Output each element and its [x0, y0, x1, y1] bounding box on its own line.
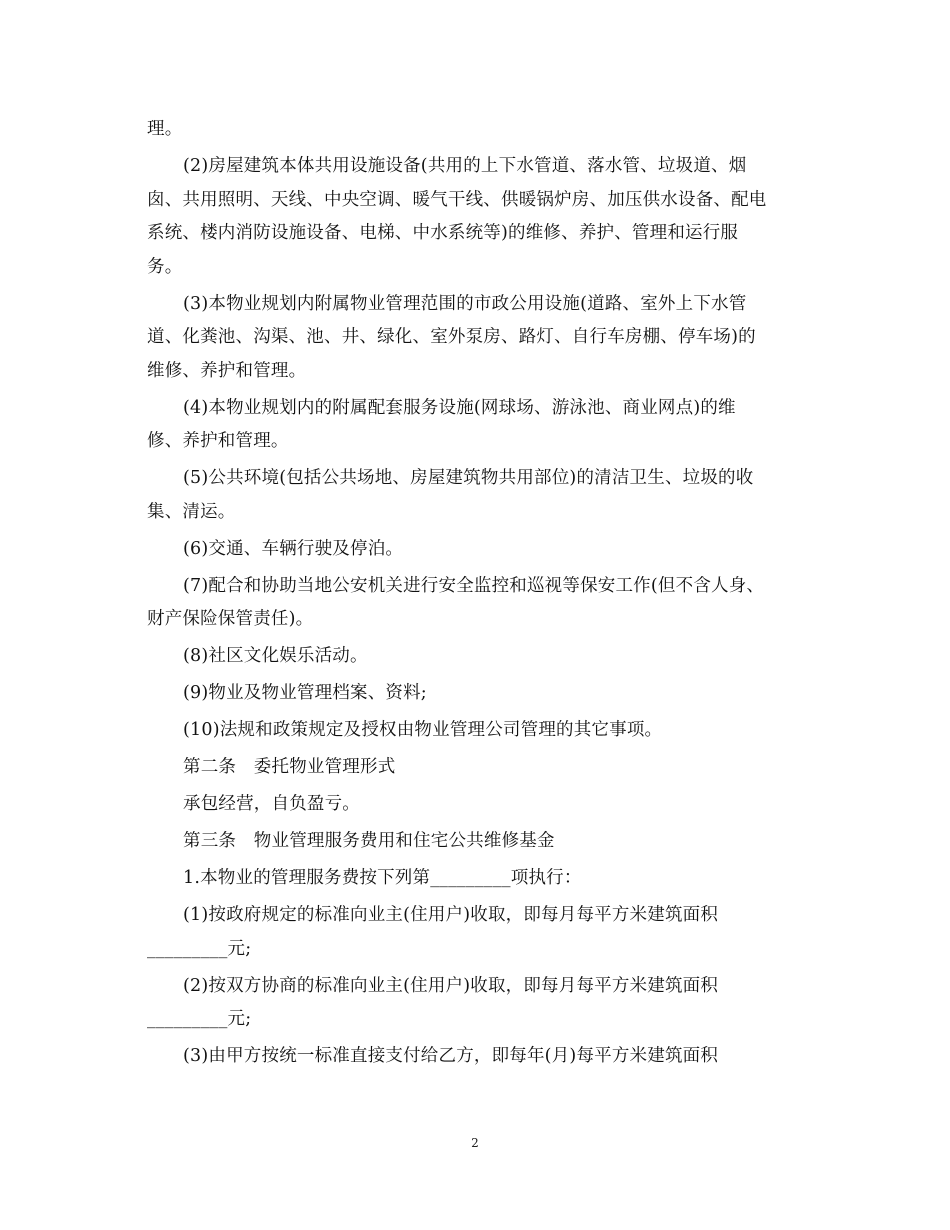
- paragraph: [147, 677, 787, 711]
- paragraph: [147, 288, 787, 389]
- text-line: (2)按双方协商的标准向业主(住用户)收取，即每月每平方米建筑面积: [183, 975, 719, 996]
- text-line: (3)本物业规划内附属物业管理范围的市政公用设施(道路、室外上下水管: [183, 293, 747, 314]
- text-line: 修、养护和管理。: [147, 431, 289, 451]
- text-line: 财产保险保管责任)。: [147, 609, 314, 629]
- text-line: 承包经营，自负盈亏。: [183, 794, 360, 814]
- paragraph: [147, 899, 787, 966]
- document-body: [147, 113, 787, 1074]
- paragraph: [147, 533, 787, 567]
- paragraph: [147, 113, 787, 147]
- paragraph: [147, 825, 787, 859]
- text-line: (3)由甲方按统一标准直接支付给乙方，即每年(月)每平方米建筑面积: [183, 1046, 719, 1066]
- paragraph: [147, 862, 787, 896]
- text-line: (4)本物业规划内的附属配套服务设施(网球场、游泳池、商业网点)的维: [183, 397, 736, 418]
- paragraph: [147, 150, 787, 284]
- text-line: 理。: [147, 119, 183, 139]
- text-line: 系统、楼内消防设施设备、电梯、中水系统等)的维修、养护、管理和运行服: [147, 223, 739, 243]
- text-line: 1.本物业的管理服务费按下列第_________项执行：: [183, 868, 582, 888]
- text-line: 务。: [147, 256, 183, 277]
- text-line: 集、清运。: [147, 501, 236, 522]
- text-line: (7)配合和协助当地公安机关进行安全监控和巡视等保安工作(但不含人身、: [183, 575, 765, 596]
- text-line: (9)物业及物业管理档案、资料;: [183, 683, 427, 703]
- text-line: (2)房屋建筑本体共用设施设备(共用的上下水管道、落水管、垃圾道、烟: [183, 156, 747, 176]
- text-line: 道、化粪池、沟渠、池、井、绿化、室外泵房、路灯、自行车房棚、停车场)的: [147, 327, 756, 347]
- paragraph: [147, 640, 787, 674]
- text-line: (5)公共环境(包括公共场地、房屋建筑物共用部位)的清洁卫生、垃圾的收: [183, 468, 754, 488]
- text-line: (1)按政府规定的标准向业主(住用户)收取，即每月每平方米建筑面积: [183, 905, 719, 925]
- text-line: 第三条 物业管理服务费用和住宅公共维修基金: [183, 831, 555, 851]
- paragraph: [147, 570, 787, 637]
- text-line: 第二条 委托物业管理形式: [183, 757, 396, 777]
- text-line: _________元;: [147, 1009, 252, 1029]
- text-line: (8)社区文化娱乐活动。: [183, 646, 368, 666]
- paragraph: [147, 462, 787, 529]
- paragraph: [147, 970, 787, 1037]
- paragraph: [147, 751, 787, 785]
- text-line: 维修、养护和管理。: [147, 360, 307, 381]
- text-line: (10)法规和政策规定及授权由物业管理公司管理的其它事项。: [183, 720, 663, 740]
- paragraph: [147, 788, 787, 822]
- page-number: 2: [471, 1136, 479, 1150]
- paragraph: [147, 1040, 787, 1074]
- paragraph: [147, 392, 787, 459]
- text-line: _________元;: [147, 938, 252, 959]
- paragraph: [147, 714, 787, 748]
- text-line: 囱、共用照明、天线、中央空调、暖气干线、供暖锅炉房、加压供水设备、配电: [147, 189, 767, 210]
- text-line: (6)交通、车辆行驶及停泊。: [183, 538, 404, 559]
